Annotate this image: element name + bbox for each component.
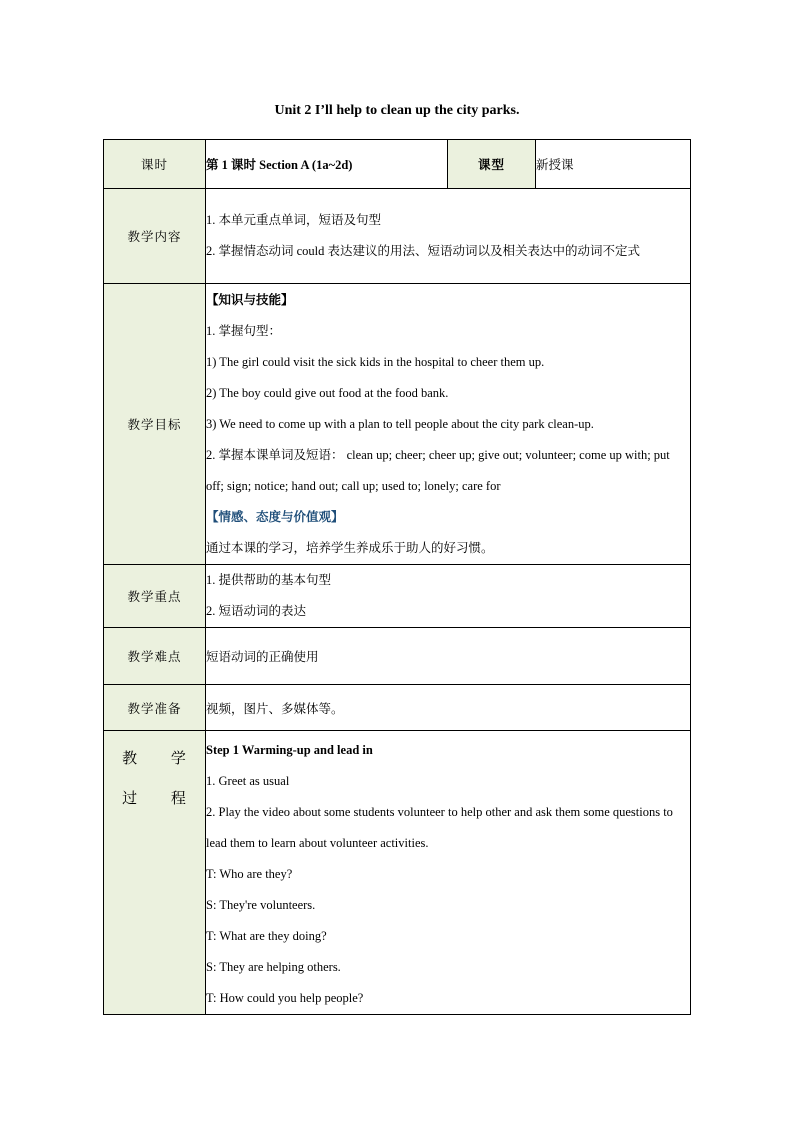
difficulties-value: 短语动词的正确使用 bbox=[206, 628, 691, 685]
row-difficulties bbox=[104, 628, 691, 685]
process-value bbox=[206, 731, 691, 1015]
objectives-section-values: 【情感、态度与价值观】 bbox=[206, 509, 344, 524]
row-key-points bbox=[104, 565, 691, 628]
row-content bbox=[104, 189, 691, 284]
process-line-1: 1. Greet as usual bbox=[206, 774, 290, 788]
key-points-value bbox=[206, 565, 691, 628]
label-objectives: 教学目标 bbox=[104, 284, 206, 565]
label-difficulties: 教学难点 bbox=[104, 628, 206, 685]
process-line-2: 2. Play the video about some students volunteer to help other and ask them some questions to lead them to learn about volunteer activities. bbox=[206, 805, 673, 850]
row-preparation bbox=[104, 685, 691, 731]
document-title: Unit 2 I’ll help to clean up the city parks. bbox=[274, 103, 520, 118]
objectives-sentence-1: 1) The girl could visit the sick kids in the hospital to cheer them up. bbox=[206, 354, 545, 369]
content-line-2: 2. 掌握情态动词 could 表达建议的用法、短语动词以及相关表达中的动词不定式 bbox=[206, 244, 641, 258]
key-point-2: 2. 短语动词的表达 bbox=[206, 604, 307, 618]
process-line-5: T: What are they doing? bbox=[206, 929, 327, 943]
process-step-title: Step 1 Warming-up and lead in bbox=[206, 743, 373, 757]
process-line-4: S: They're volunteers. bbox=[206, 898, 316, 912]
objectives-item-1: 1. 掌握句型： bbox=[206, 323, 282, 338]
content-value bbox=[206, 189, 691, 284]
row-lesson bbox=[104, 140, 691, 189]
label-process bbox=[104, 731, 206, 1015]
preparation-value: 视频，图片、多媒体等。 bbox=[206, 685, 691, 731]
lesson-plan-table bbox=[103, 139, 691, 1015]
process-label-line-2: 过 程 bbox=[122, 791, 187, 807]
objectives-item-2: 2. 掌握本课单词及短语： clean up; cheer; cheer up; give out; volunteer; come up with; put off; sign; notice; hand out; call up; used to; lonely; care for bbox=[206, 447, 670, 493]
label-lesson-type: 课型 bbox=[448, 140, 536, 189]
objectives-values-text: 通过本课的学习，培养学生养成乐于助人的好习惯。 bbox=[206, 540, 494, 555]
objectives-sentence-3: 3) We need to come up with a plan to tell people about the city park clean-up. bbox=[206, 416, 594, 431]
process-line-6: S: They are helping others. bbox=[206, 960, 341, 974]
process-line-3: T: Who are they? bbox=[206, 867, 293, 881]
label-key-points: 教学重点 bbox=[104, 565, 206, 628]
lesson-value: 第 1 课时 Section A (1a~2d) bbox=[206, 140, 448, 189]
objectives-sentence-2: 2) The boy could give out food at the food bank. bbox=[206, 385, 449, 400]
lesson-type-value: 新授课 bbox=[536, 140, 691, 189]
content-line-1: 1. 本单元重点单词，短语及句型 bbox=[206, 213, 382, 227]
row-objectives bbox=[104, 284, 691, 565]
row-process bbox=[104, 731, 691, 1015]
objectives-value bbox=[206, 284, 691, 565]
label-preparation: 教学准备 bbox=[104, 685, 206, 731]
process-label-line-1: 教 学 bbox=[122, 751, 187, 767]
label-content: 教学内容 bbox=[104, 189, 206, 284]
label-lesson: 课时 bbox=[104, 140, 206, 189]
process-line-7: T: How could you help people? bbox=[206, 991, 364, 1005]
objectives-section-knowledge: 【知识与技能】 bbox=[206, 292, 294, 307]
key-point-1: 1. 提供帮助的基本句型 bbox=[206, 573, 332, 587]
